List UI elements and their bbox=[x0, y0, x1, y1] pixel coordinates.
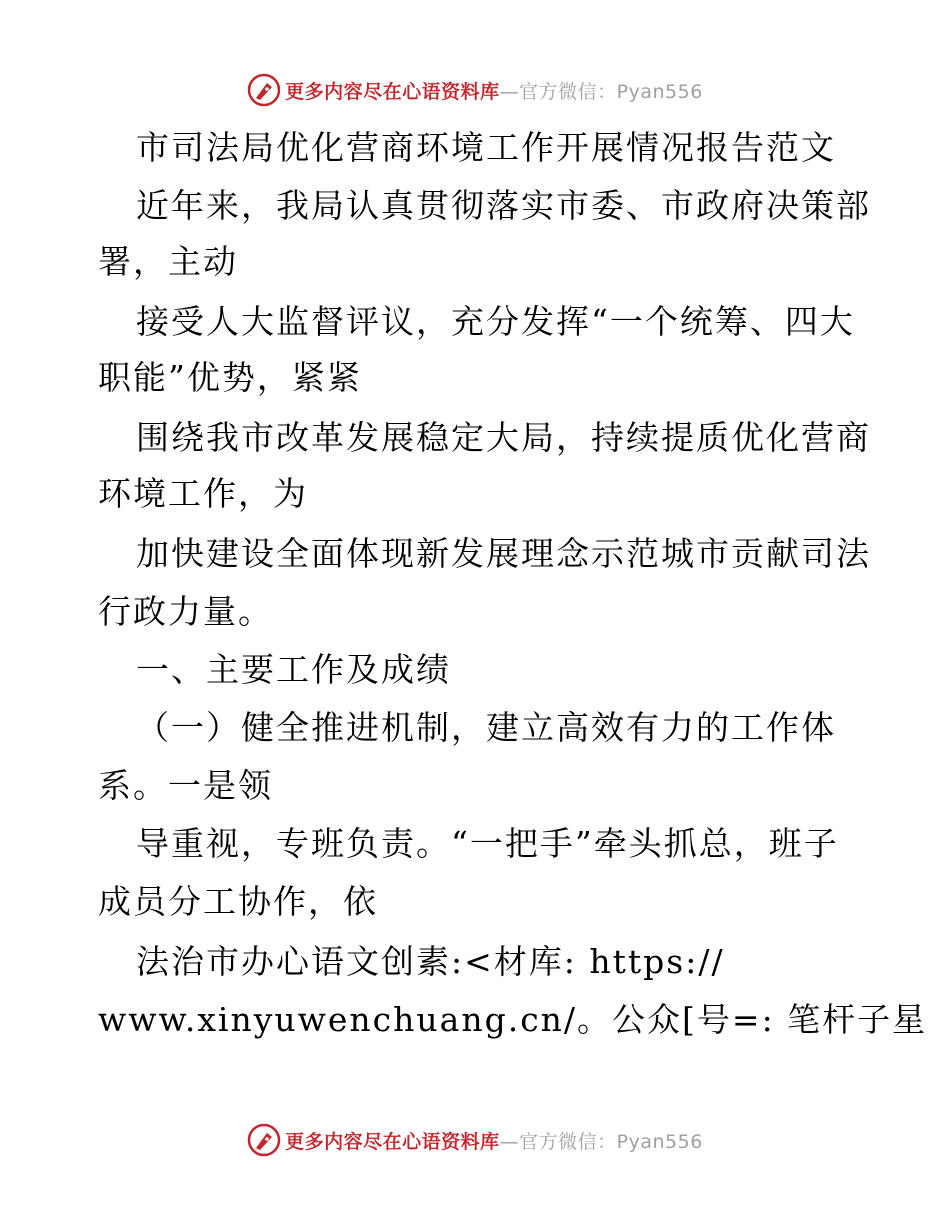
banner-dash: — bbox=[499, 80, 520, 103]
paragraph-line: 加快建设全面体现新发展理念示范城市贡献司法 bbox=[136, 534, 871, 573]
pen-nib-logo-icon bbox=[247, 73, 281, 107]
paragraph-line: 行政力量。 bbox=[98, 592, 273, 631]
paragraph-line: 围绕我市改革发展稳定大局，持续提质优化营商 bbox=[136, 418, 871, 457]
banner-text bbox=[285, 1127, 703, 1154]
document-title: 市司法局优化营商环境工作开展情况报告范文 bbox=[136, 128, 836, 167]
paragraph-line: 署，主动 bbox=[98, 242, 238, 281]
footer-banner bbox=[0, 1122, 950, 1158]
paragraph-line: www.xinyuwenchuang.cn/。公众[号=: 笔杆子星 bbox=[98, 1000, 928, 1039]
paragraph-line: 职能”优势，紧紧 bbox=[98, 358, 362, 397]
banner-wechat-text: 官方微信：Pyan556 bbox=[519, 80, 703, 103]
paragraph-line: 近年来，我局认真贯彻落实市委、市政府决策部 bbox=[136, 186, 871, 225]
banner-dash: — bbox=[499, 1130, 520, 1153]
banner-text bbox=[285, 77, 703, 104]
header-banner bbox=[0, 72, 950, 108]
paragraph-line: 系。一是领 bbox=[98, 766, 273, 805]
paragraph-line: 环境工作，为 bbox=[98, 474, 308, 513]
paragraph-line: 法治市办心语文创素:<材库: https:// bbox=[136, 942, 725, 981]
paragraph-line: 接受人大监督评议，充分发挥“一个统筹、四大 bbox=[136, 302, 855, 341]
banner-library-text: 更多内容尽在心语资料库 bbox=[285, 80, 500, 103]
pen-nib-logo-icon bbox=[247, 1123, 281, 1157]
paragraph-line: 成员分工协作，依 bbox=[98, 882, 378, 921]
banner-library-text: 更多内容尽在心语资料库 bbox=[285, 1130, 500, 1153]
paragraph-line: 导重视，专班负责。“一把手”牵头抓总，班子 bbox=[136, 824, 839, 863]
section-heading: 一、主要工作及成绩 bbox=[136, 650, 451, 689]
banner-wechat-text: 官方微信：Pyan556 bbox=[519, 1130, 703, 1153]
subsection-heading: （一）健全推进机制，建立高效有力的工作体 bbox=[136, 708, 836, 747]
